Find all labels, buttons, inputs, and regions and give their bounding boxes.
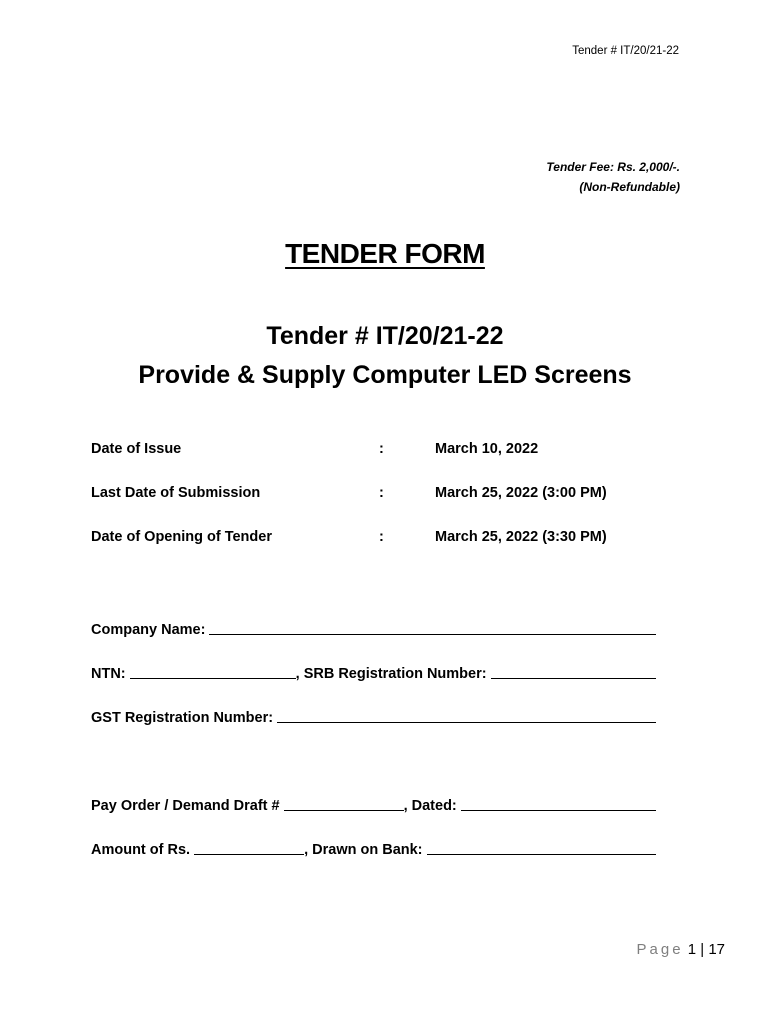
detail-value: March 25, 2022 (3:00 PM) <box>435 485 607 501</box>
amount-blank[interactable] <box>194 840 304 855</box>
detail-row-issue-date <box>91 441 691 485</box>
dated-blank[interactable] <box>461 796 656 811</box>
gst-blank[interactable] <box>277 708 656 723</box>
tender-fee-block <box>546 157 680 197</box>
header-tender-reference: Tender # IT/20/21-22 <box>572 45 679 57</box>
ntn-label: NTN: <box>91 666 126 682</box>
detail-label: Last Date of Submission <box>91 485 261 501</box>
form-title <box>0 238 770 270</box>
amount-label: Amount of Rs. <box>91 842 191 858</box>
page-separator: | <box>700 941 705 958</box>
amount-line <box>91 814 656 858</box>
detail-colon: : <box>379 441 384 457</box>
page-word: Page <box>636 941 684 958</box>
gst-line <box>91 682 656 726</box>
detail-row-submission-date <box>91 485 691 529</box>
detail-value: March 10, 2022 <box>435 441 539 457</box>
tender-details <box>91 441 691 573</box>
drawn-on-label: , Drawn on Bank: <box>304 842 423 858</box>
company-name-label: Company Name: <box>91 622 206 638</box>
srb-label: , SRB Registration Number: <box>295 666 487 682</box>
company-name-line <box>91 594 656 638</box>
tender-number: Tender # IT/20/21-22 <box>266 322 504 350</box>
pay-order-label: Pay Order / Demand Draft # <box>91 798 280 814</box>
company-fields <box>91 594 656 726</box>
detail-label: Date of Opening of Tender <box>91 529 272 545</box>
detail-colon: : <box>379 529 384 545</box>
dated-label: , Dated: <box>403 798 457 814</box>
drawn-on-blank[interactable] <box>427 840 656 855</box>
company-name-blank[interactable] <box>209 620 656 635</box>
detail-label: Date of Issue <box>91 441 182 457</box>
page-number: 1 <box>687 941 697 958</box>
pay-order-line <box>91 770 656 814</box>
pay-order-blank[interactable] <box>284 796 404 811</box>
srb-blank[interactable] <box>491 664 656 679</box>
page-total: 17 <box>708 941 725 958</box>
gst-label: GST Registration Number: <box>91 710 274 726</box>
detail-colon: : <box>379 485 384 501</box>
payment-fields <box>91 770 656 858</box>
tender-fee-amount: Tender Fee: Rs. 2,000/-. <box>546 160 680 174</box>
page-footer <box>637 941 726 958</box>
tender-fee-note: (Non-Refundable) <box>579 180 680 194</box>
detail-value: March 25, 2022 (3:30 PM) <box>435 529 607 545</box>
ntn-blank[interactable] <box>130 664 296 679</box>
ntn-srb-line <box>91 638 656 682</box>
tender-subject: Provide & Supply Computer LED Screens <box>138 361 632 389</box>
form-title-text: TENDER FORM <box>285 238 485 269</box>
detail-row-opening-date <box>91 529 691 573</box>
